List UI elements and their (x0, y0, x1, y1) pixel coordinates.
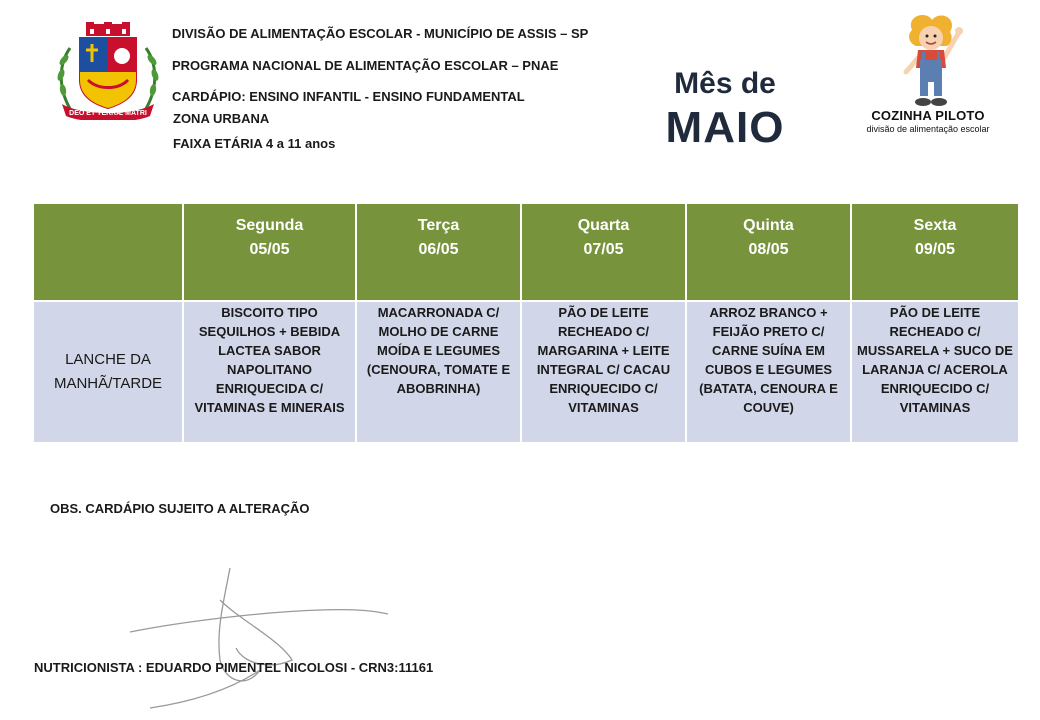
meal-cell-tuesday (356, 301, 521, 443)
day-name: Sexta (913, 217, 957, 234)
logo-title: COZINHA PILOTO (871, 108, 985, 123)
meal-cell-wednesday (521, 301, 686, 443)
header-day-thursday (686, 203, 851, 301)
meal-text: ARROZ BRANCO + FEIJÃO PRETO C/ CARNE SUÍNA EM CUBOS E LEGUMES (BATATA, CENOURA E COUVE) (699, 305, 838, 415)
day-date: 07/05 (583, 241, 624, 258)
header-age-range: FAIXA ETÁRIA 4 a 11 anos (173, 136, 336, 151)
menu-table (32, 202, 1020, 444)
cozinha-piloto-mascot-logo (896, 12, 966, 114)
header-day-monday (183, 203, 356, 301)
header-zone: ZONA URBANA (173, 111, 270, 126)
meal-text: PÃO DE LEITE RECHEADO C/ MUSSARELA + SUCO DE LARANJA C/ ACEROLA ENRIQUECIDO C/ VITAMINAS (857, 305, 1013, 415)
meal-cell-friday (851, 301, 1019, 443)
day-date: 09/05 (914, 241, 956, 258)
header-program-title: PROGRAMA NACIONAL DE ALIMENTAÇÃO ESCOLAR – PNAE (172, 58, 559, 73)
header-division-title: DIVISÃO DE ALIMENTAÇÃO ESCOLAR - MUNICÍPIO DE ASSIS – SP (172, 26, 589, 41)
day-name: Segunda (235, 217, 304, 234)
meal-cell-thursday (686, 301, 851, 443)
meal-text: BISCOITO TIPO SEQUILHOS + BEBIDA LACTEA SABOR NAPOLITANO ENRIQUECIDA C/ VITAMINAS E MINERAIS (194, 305, 345, 415)
day-date: 05/05 (249, 241, 290, 258)
meal-text: PÃO DE LEITE RECHEADO C/ MARGARINA + LEITE INTEGRAL C/ CACAU ENRIQUECIDO C/ VITAMINAS (536, 305, 671, 415)
month-prefix: Mês de (674, 67, 776, 100)
header-menu-type: CARDÁPIO: ENSINO INFANTIL - ENSINO FUNDAMENTAL (172, 89, 525, 104)
header-day-friday (851, 203, 1019, 301)
day-name: Terça (417, 217, 460, 234)
row-label-line: MANHÃ/TARDE (53, 375, 163, 392)
row-label-line: LANCHE DA (65, 351, 151, 368)
meal-row-label (33, 301, 183, 443)
crest-motto: DEO ET TERRÆ MATRI (69, 110, 147, 117)
month-title (650, 66, 800, 154)
meal-cell-monday (183, 301, 356, 443)
day-name: Quinta (743, 217, 794, 234)
day-date: 08/05 (748, 241, 789, 258)
day-date: 06/05 (418, 241, 459, 258)
nutritionist-signature-line: NUTRICIONISTA : EDUARDO PIMENTEL NICOLOSI - CRN3:11161 (34, 660, 434, 675)
header-day-tuesday (356, 203, 521, 301)
observation-note: OBS. CARDÁPIO SUJEITO A ALTERAÇÃO (50, 501, 310, 516)
logo-subtitle: divisão de alimentação escolar (866, 124, 990, 134)
municipal-crest-logo (52, 20, 164, 120)
signature-scribble (120, 560, 400, 710)
header-day-wednesday (521, 203, 686, 301)
day-name: Quarta (577, 217, 630, 234)
table-row (33, 301, 1019, 443)
header-empty-cell (33, 203, 183, 301)
meal-text: MACARRONADA C/ MOLHO DE CARNE MOÍDA E LEGUMES (CENOURA, TOMATE E ABOBRINHA) (366, 305, 511, 396)
month-name: MAIO (665, 103, 785, 152)
table-header-row (33, 203, 1019, 301)
